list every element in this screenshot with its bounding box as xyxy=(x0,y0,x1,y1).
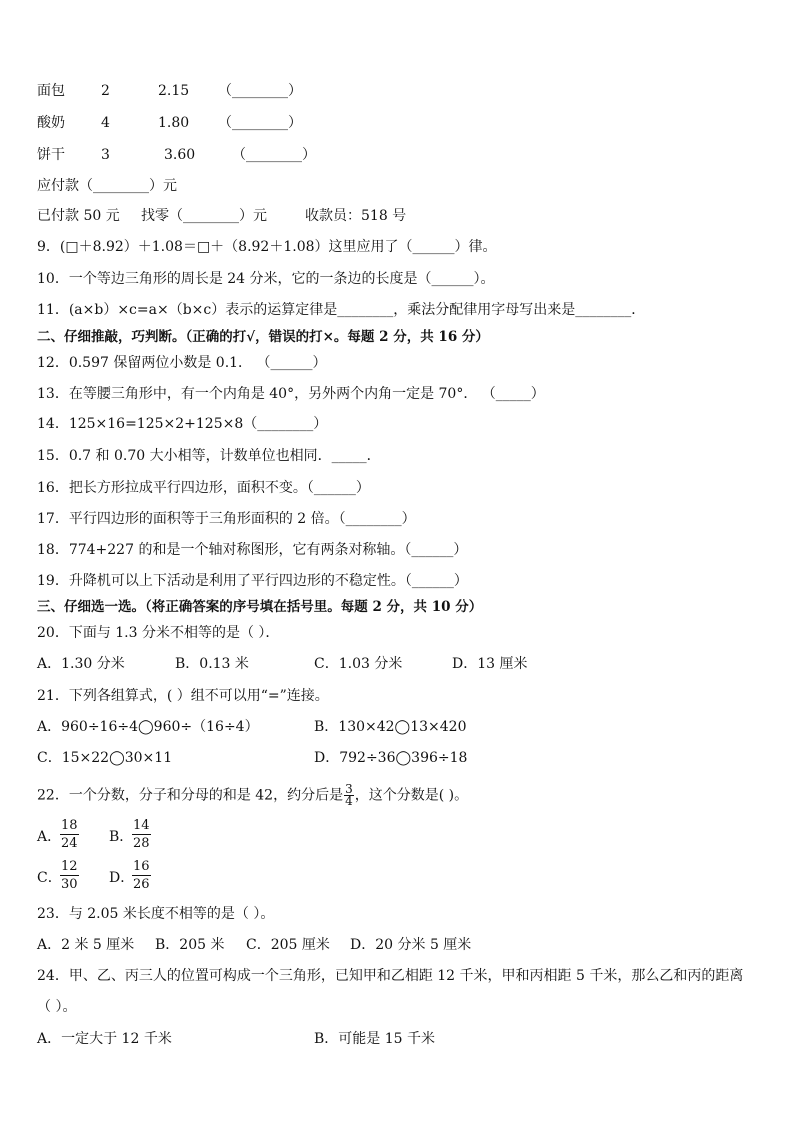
item-name: 面包 xyxy=(37,83,65,99)
option-d[interactable]: D．20 分米 5 厘米 xyxy=(350,937,472,953)
option-a[interactable]: A．2 米 5 厘米 xyxy=(37,937,135,953)
option-c[interactable]: C．205 厘米 xyxy=(246,937,330,953)
item-qty: 2 xyxy=(101,83,110,99)
question-19: 19．升降机可以上下活动是利用了平行四边形的不稳定性。（______） xyxy=(37,573,468,589)
question-17: 17．平行四边形的面积等于三角形面积的 2 倍。（________） xyxy=(37,511,416,527)
option-b[interactable]: B．205 米 xyxy=(155,937,225,953)
change-due: 找零（________）元 xyxy=(141,208,267,224)
item-qty: 3 xyxy=(101,147,110,163)
answer-blank[interactable]: （________） xyxy=(232,147,316,163)
option-a[interactable]: A．一定大于 12 千米 xyxy=(37,1031,172,1047)
option-label: D． xyxy=(109,870,135,886)
option-label: B． xyxy=(109,829,134,845)
item-price: 3.60 xyxy=(164,147,196,163)
option-b[interactable]: B．130×42◯13×420 xyxy=(314,719,467,735)
option-label: C． xyxy=(37,870,62,886)
question-10: 10．一个等边三角形的周长是 24 分米，它的一条边的长度是（______）。 xyxy=(37,271,495,287)
question-11: 11．(a×b）×c=a×（b×c）表示的运算定律是________，乘法分配律用字母写出来是________． xyxy=(37,302,646,318)
fraction-three-quarters: $\frac{3}{4}$ xyxy=(345,782,353,808)
option-fraction: $\frac{16}{26}$ xyxy=(133,859,150,892)
option-a[interactable]: A．960÷16÷4◯960÷（16÷4） xyxy=(37,719,259,735)
item-price: 1.80 xyxy=(158,115,190,131)
item-name: 饼干 xyxy=(37,147,65,163)
question-20: 20．下面与 1.3 分米不相等的是（ ）． xyxy=(37,625,280,641)
answer-blank[interactable]: （________） xyxy=(218,83,302,99)
item-qty: 4 xyxy=(101,115,110,131)
question-16: 16．把长方形拉成平行四边形，面积不变。（______） xyxy=(37,480,370,496)
option-b[interactable]: B．0.13 米 xyxy=(175,656,249,672)
item-price: 2.15 xyxy=(158,83,190,99)
amount-due: 应付款（________）元 xyxy=(37,178,177,194)
question-21: 21．下列各组算式，( ）组不可以用“=”连接。 xyxy=(37,688,329,704)
option-fraction: $\frac{14}{28}$ xyxy=(133,818,150,851)
question-22 xyxy=(37,784,468,807)
option-fraction: $\frac{18}{24}$ xyxy=(61,818,78,851)
option-d[interactable]: D．792÷36◯396÷18 xyxy=(314,750,468,766)
answer-blank[interactable]: （________） xyxy=(218,115,302,131)
question-22-stem: 22．一个分数，分子和分母的和是 42，约分后是 xyxy=(37,787,344,804)
amount-paid: 已付款 50 元 xyxy=(37,208,120,224)
cashier: 收款员：518 号 xyxy=(305,208,407,224)
question-12: 12．0.597 保留两位小数是 0.1． （______） xyxy=(37,355,327,371)
question-24: 24．甲、乙、丙三人的位置可构成一个三角形，已知甲和乙相距 12 千米，甲和丙相距 5 千米，那么乙和丙的距离 xyxy=(37,968,744,984)
question-23: 23．与 2.05 米长度不相等的是（ ）。 xyxy=(37,906,275,922)
item-name: 酸奶 xyxy=(37,115,65,131)
option-c[interactable]: C．1.03 分米 xyxy=(314,656,403,672)
section-3-heading: 三、仔细选一选。（将正确答案的序号填在括号里。每题 2 分，共 10 分） xyxy=(37,599,483,615)
question-14: 14．125×16=125×2+125×8（________） xyxy=(37,416,328,432)
option-fraction: $\frac{12}{30}$ xyxy=(61,859,78,892)
question-22-stem-end: ，这个分数是( )。 xyxy=(354,787,469,804)
question-18: 18．774+227 的和是一个轴对称图形，它有两条对称轴。（______） xyxy=(37,542,468,558)
question-9: 9．(□＋8.92）＋1.08＝□＋（8.92＋1.08）这里应用了（______）律。 xyxy=(37,239,497,255)
option-a[interactable]: A．1.30 分米 xyxy=(37,656,125,672)
question-13: 13．在等腰三角形中，有一个内角是 40°，另外两个内角一定是 70°． （_____） xyxy=(37,386,545,402)
option-c[interactable]: C．15×22◯30×11 xyxy=(37,750,173,766)
question-15: 15．0.7 和 0.70 大小相等，计数单位也相同．_____． xyxy=(37,448,381,464)
option-b[interactable]: B．可能是 15 千米 xyxy=(314,1031,436,1047)
option-d[interactable]: D．13 厘米 xyxy=(452,656,528,672)
option-label: A． xyxy=(37,829,62,845)
section-2-heading: 二、仔细推敲，巧判断。（正确的打√，错误的打×。每题 2 分，共 16 分） xyxy=(37,329,489,345)
question-24-continued: （ ）。 xyxy=(37,999,77,1015)
